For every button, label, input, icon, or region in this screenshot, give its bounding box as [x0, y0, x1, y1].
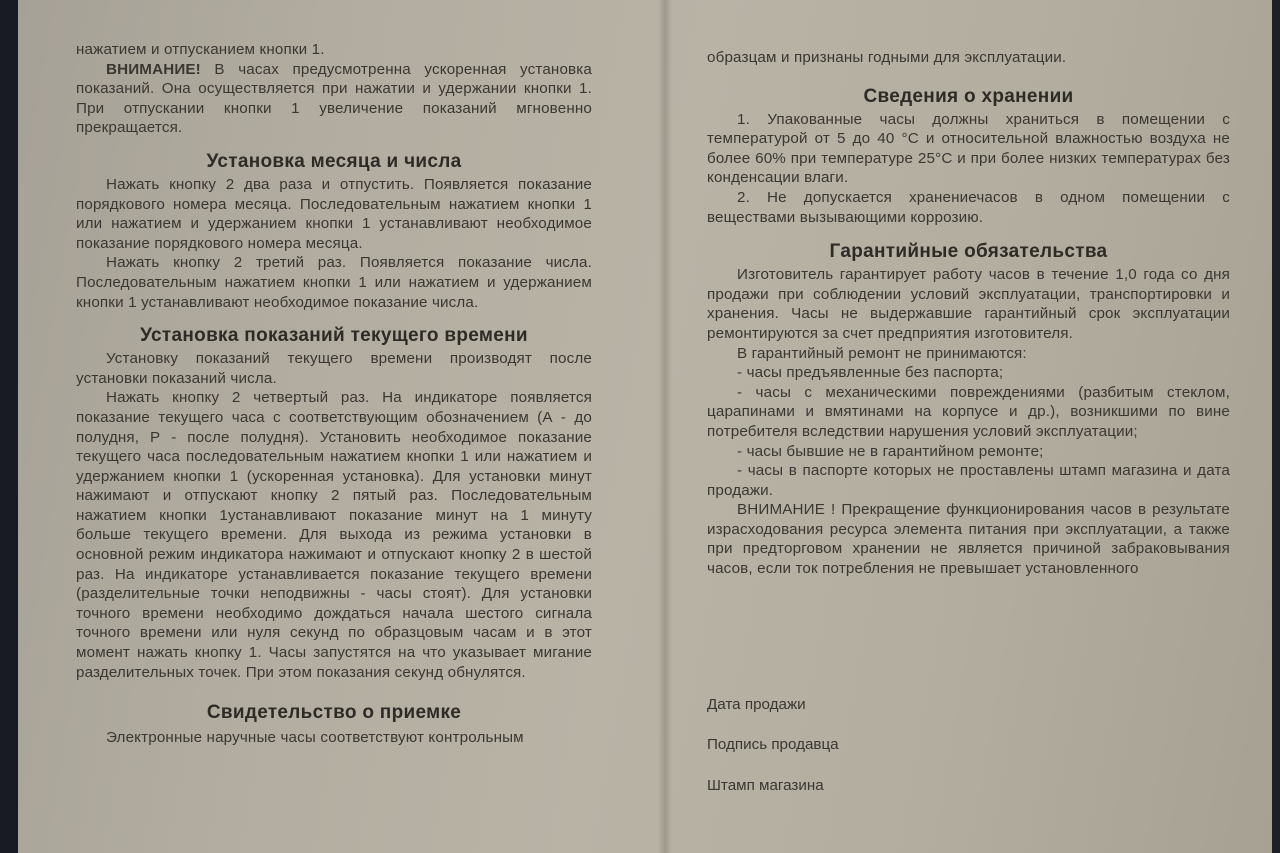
right-column	[707, 0, 1230, 794]
warranty-item-3: - часы бывшие не в гарантийном ремонте;	[737, 442, 1044, 460]
warning-label: ВНИМАНИЕ!	[106, 60, 201, 78]
storage-section-title: Сведения о хранении	[863, 85, 1074, 107]
sale-date-label: Дата продажи	[707, 696, 806, 713]
left-column	[76, 0, 592, 748]
acceptance-continuation: образцам и признаны годными для эксплуатации.	[707, 49, 1067, 66]
time-section-title: Установка показаний текущего времени	[140, 325, 528, 347]
warranty-paragraph-1: Изготовитель гарантирует работу часов в течение 1,0 года со дня продажи при соблюдении условий эксплуатации, транспортировки и хранения. Часы не выдержавшие гарантийный срок эксплуатации ремонтируются за счет предприятия изготовителя.	[707, 266, 1230, 342]
month-paragraph-1: Нажать кнопку 2 два раза и отпустить. Появляется показание порядкового номера месяца. Последовательным нажатием кнопки 1 или нажатием и удержанием кнопки 1 устанавливают необходимое показание порядкового номера месяца.	[76, 175, 592, 252]
month-section-title: Установка месяца и числа	[206, 150, 462, 172]
time-paragraph-1: Установку показаний текущего времени производят после установки показаний числа.	[76, 350, 592, 387]
intro-line: нажатием и отпусканием кнопки 1.	[76, 41, 325, 58]
warranty-item-2: - часы с механическими повреждениями (разбитым стеклом, царапинами и вмятинами на корпусе и др.), возникшими по вине потребителя вследствии нарушения условий эксплуатации;	[707, 383, 1230, 440]
storage-paragraph-2: 2. Не допускается хранениечасов в одном помещении с веществами вызывающими коррозию.	[707, 188, 1230, 226]
acceptance-section-title: Свидетельство о приемке	[206, 702, 462, 724]
warranty-item-1: - часы предъявленные без паспорта;	[737, 364, 1004, 382]
warranty-section-title: Гарантийные обязательства	[829, 241, 1108, 263]
page-fold	[658, 0, 672, 853]
warranty-paragraph-3: ВНИМАНИЕ ! Прекращение функционирования часов в результате израсходования ресурса элемента питания при эксплуатации, а также при предторговом хранении не является причиной забраковывания часов, если ток потребления не превышает установленного	[707, 501, 1230, 578]
storage-paragraph-1: 1. Упакованные часы должны храниться в помещении с температурой от 5 до 40 °С и относительной влажностью воздуха не более 60% при температуре 25°С и при более низких температурах без конденсации влаги.	[707, 110, 1230, 187]
seller-signature-label: Подпись продавца	[707, 736, 839, 753]
warning-text: В часах предусмотренна ускоренная установка показаний. Она осуществляется при нажатии и удержании кнопки 1. При отпускании кнопки 1 увеличение показаний мгновенно прекращается.	[76, 60, 592, 137]
time-paragraph-2: Нажать кнопку 2 четвертый раз. На индикаторе появляется показание текущего часа с соответствующим обозначением (А - до полудня, Р - после полудня). Установить необходимое показание текущего часа последовательным нажатием кнопки 1 или нажатием и удержанием кнопки 1 (ускоренная установка). Для установки минут нажимают и отпускают кнопку 2 пятый раз. Последовательным нажатием кнопки 1устанавливают показание минут на 1 минуту больше текущего времени. Для выхода из режима установки в основной режим индикатора нажимают и отпускают кнопку 2 в шестой раз. На индикаторе устанавливается показание текущего времени (разделительные точки неподвижны - часы стоят). Для установки точного времени необходимо дождаться начала шестого сигнала точного времени или нуля секунд по образцовым часам и в этот момент нажать кнопку 1. Часы запустятся на что указывает мигание разделительных точек. При этом показания секунд обнулятся.	[76, 389, 592, 681]
warranty-paragraph-2: В гарантийный ремонт не принимаются:	[737, 344, 1027, 362]
month-paragraph-2: Нажать кнопку 2 третий раз. Появляется показание числа. Последовательным нажатием кнопки 1 или нажатием и удержанием кнопки 1 устанавливают необходимое показание числа.	[76, 254, 592, 311]
acceptance-paragraph: Электронные наручные часы соответствуют контрольным	[106, 729, 524, 747]
document-sheet	[18, 0, 1272, 853]
warning-paragraph	[76, 60, 592, 138]
shop-stamp-label: Штамп магазина	[707, 777, 824, 794]
background-edge	[0, 0, 18, 853]
warranty-item-4: - часы в паспорте которых не проставлены штамп магазина и дата продажи.	[707, 462, 1230, 499]
